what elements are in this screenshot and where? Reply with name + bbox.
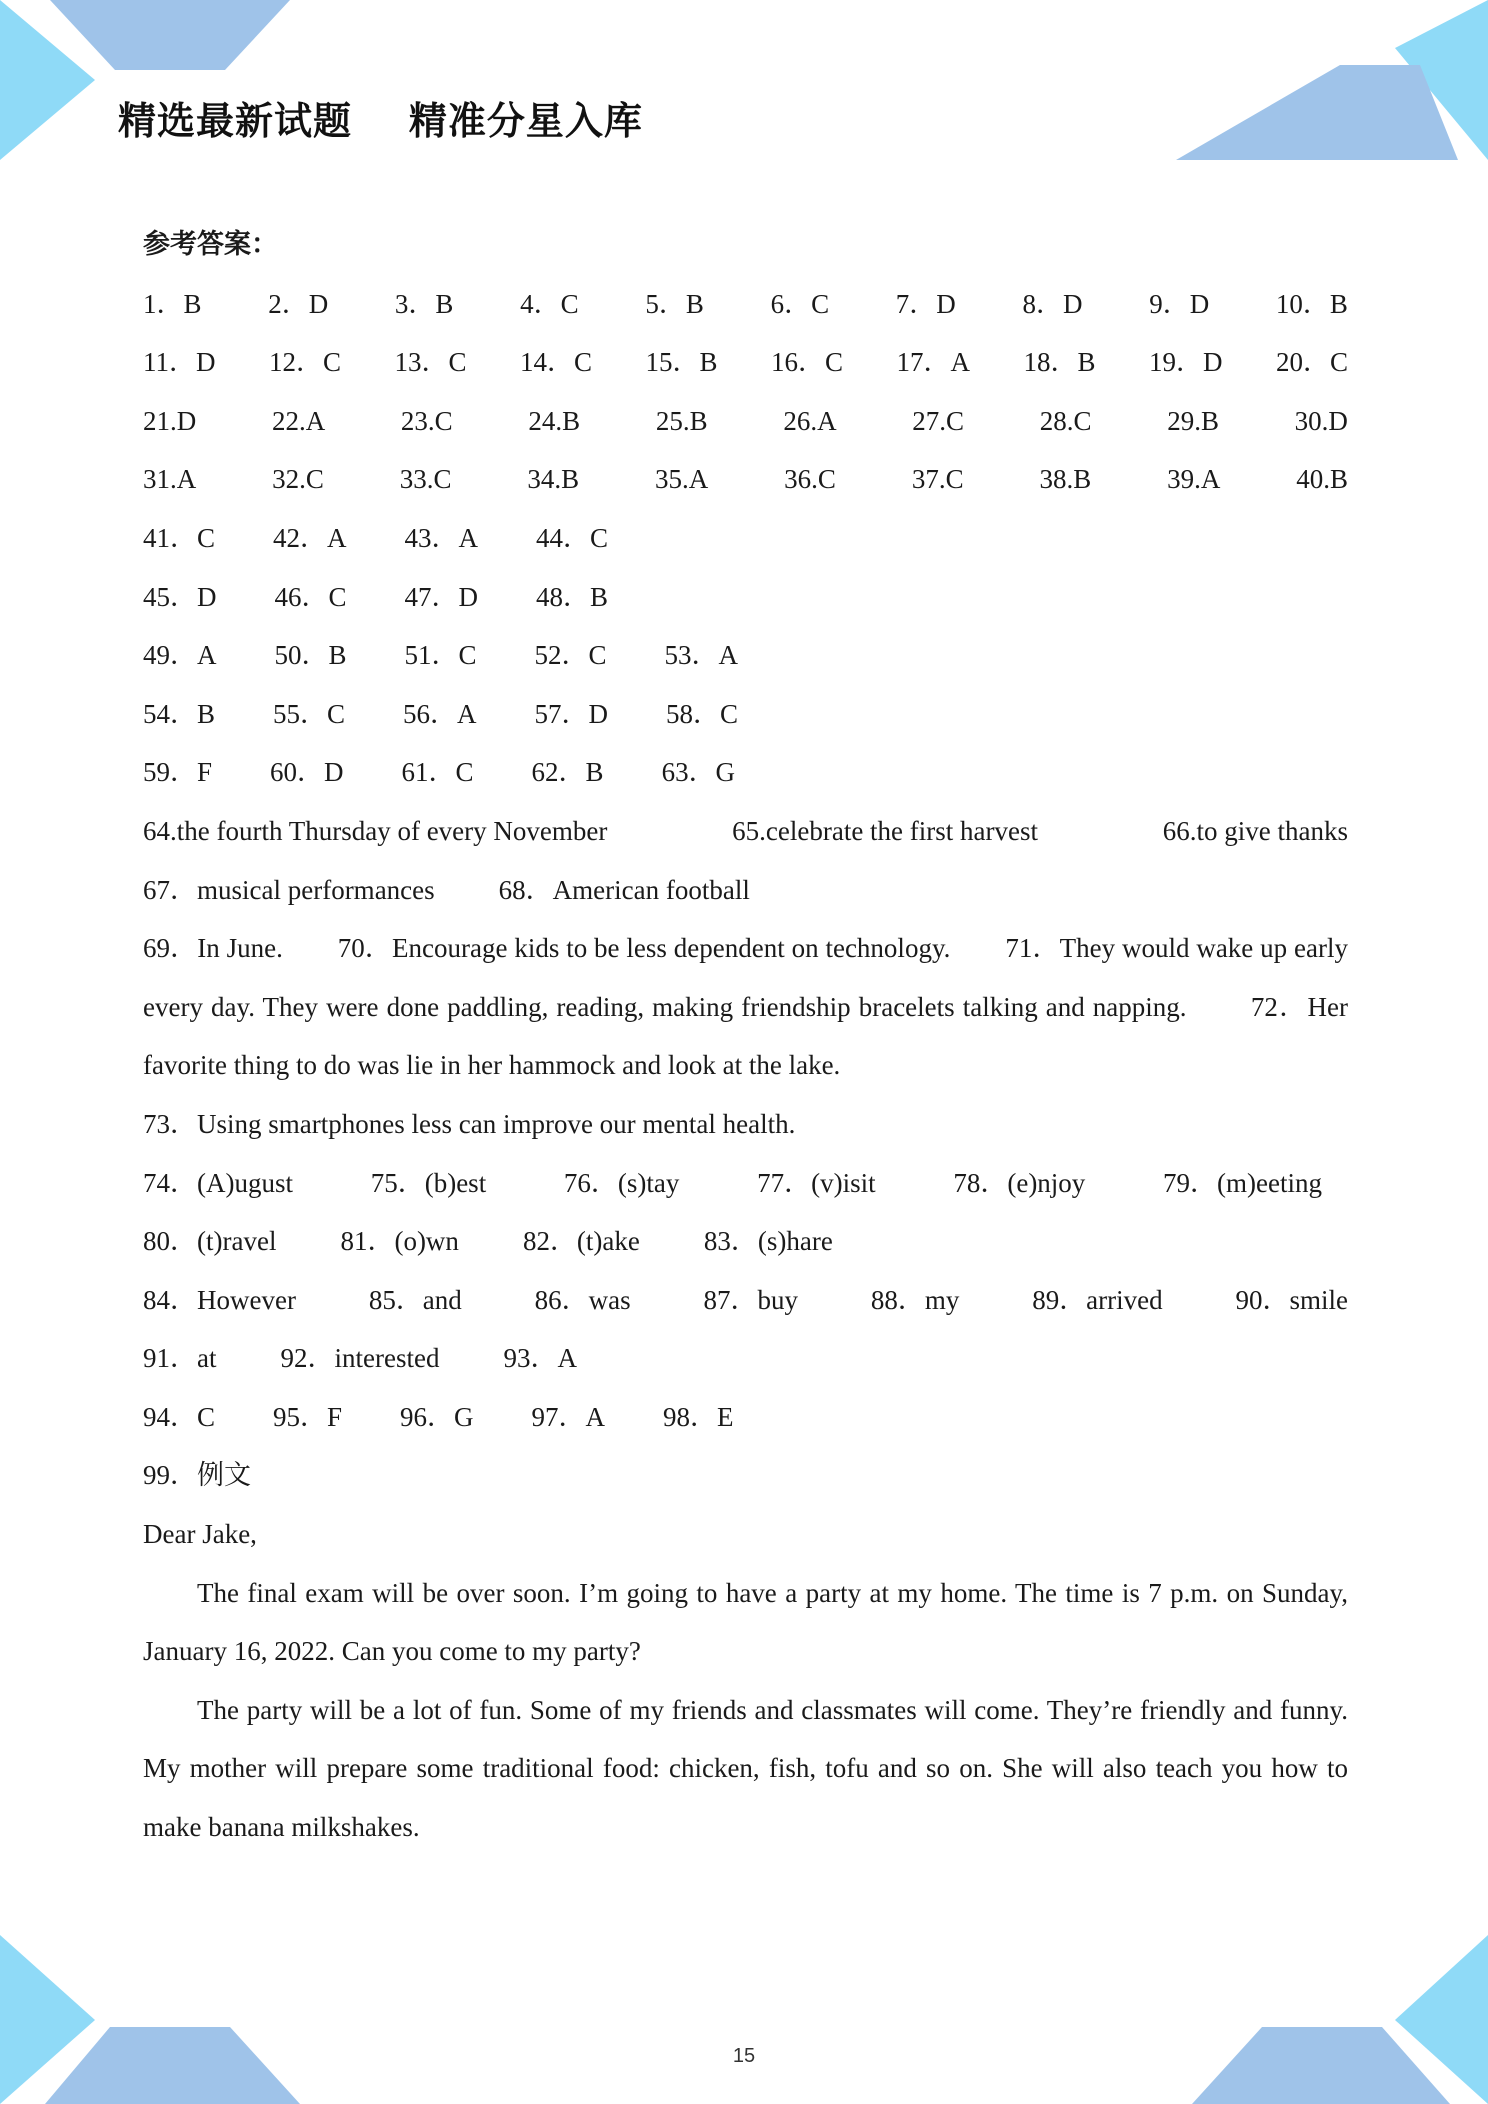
answer-item: 11．D xyxy=(143,347,216,378)
answer-row-8 xyxy=(143,685,1348,744)
answer-item: 2．D xyxy=(268,288,329,319)
top-right-trapezoid xyxy=(1176,65,1458,160)
answer-item: 7．D xyxy=(895,288,956,319)
answer-item: 23.C xyxy=(400,405,453,436)
answer-item: 6．C xyxy=(770,288,830,319)
answer-item: 47．D xyxy=(404,581,479,612)
page-number: 15 xyxy=(732,2045,756,2067)
answer-item: 66.to give thanks xyxy=(1162,815,1348,846)
answer-row-1 xyxy=(143,275,1348,334)
answer-item: 3．B xyxy=(394,288,454,319)
answer-item: 83．(s)hare xyxy=(703,1226,833,1257)
answer-item: 67．musical performances xyxy=(143,874,435,905)
answer-item: 34.B xyxy=(527,464,580,495)
answer-row-84 xyxy=(143,1271,1348,1330)
answer-item: 59．F xyxy=(143,757,213,788)
answer-item: 76．(s)tay xyxy=(563,1167,680,1198)
answer-item: 21.D xyxy=(143,405,197,436)
answer-item: 46．C xyxy=(274,581,347,612)
answer-item: 35.A xyxy=(655,464,709,495)
answer-item: 85．and xyxy=(368,1284,462,1315)
answer-item: 56．A xyxy=(403,698,477,729)
answer-item: 77．(v)isit xyxy=(757,1167,876,1198)
answer-item: 78．(e)njoy xyxy=(953,1167,1086,1198)
answer-item: 44．C xyxy=(536,522,609,553)
essay-paragraph-2: The party will be a lot of fun. Some of my friends and classmates will come. They’re friendly and funny. My mother will prepare some traditional food: chicken, fish, tofu and so on. She will also teach you how to make banana milkshakes. xyxy=(143,1694,1348,1843)
answer-item: 30.D xyxy=(1294,405,1348,436)
answer-item: 68．American football xyxy=(498,874,750,905)
essay-paragraph-1: The final exam will be over soon. I’m going to have a party at my home. The time is 7 p.m. on Sunday, January 16, 2022. Can you come to my party? xyxy=(143,1577,1348,1667)
answers-heading: 参考答案： xyxy=(143,229,278,260)
answer-item: 9．D xyxy=(1149,288,1210,319)
answer-item: 50．B xyxy=(274,640,347,671)
answer-content xyxy=(143,216,1355,1857)
answer-item: 10．B xyxy=(1275,288,1348,319)
answer-item: 64.the fourth Thursday of every November xyxy=(143,815,608,846)
answer-item: 75．(b)est xyxy=(370,1167,487,1198)
answer-item: 57．D xyxy=(534,698,609,729)
answer-item: 42．A xyxy=(273,522,347,553)
answer-item: 27.C xyxy=(912,405,965,436)
header-title: 精选最新试题 精准分星入库 xyxy=(118,99,643,143)
answer-item: 61．C xyxy=(401,757,474,788)
answer-row-9 xyxy=(143,743,1348,802)
answer-item: 63．G xyxy=(661,757,736,788)
answer-item: 40.B xyxy=(1296,464,1348,495)
answer-item: 96．G xyxy=(400,1401,474,1432)
answer-item: 12．C xyxy=(268,347,341,378)
answer-item: 55．C xyxy=(273,698,346,729)
answer-row-64 xyxy=(143,802,1348,861)
answer-row-7 xyxy=(143,626,1348,685)
answer-item: 98．E xyxy=(663,1401,734,1432)
answer-row-67 xyxy=(143,861,1348,920)
answer-item: 97．A xyxy=(531,1401,606,1432)
top-left-trapezoid xyxy=(50,0,290,70)
answer-row-73 xyxy=(143,1095,1348,1154)
answer-item: 74．(A)ugust xyxy=(143,1167,293,1198)
answer-item: 4．C xyxy=(520,288,579,319)
answer-item: 39.A xyxy=(1167,464,1221,495)
answer-item: 65.celebrate the first harvest xyxy=(732,815,1038,846)
answer-item: 19．D xyxy=(1148,347,1223,378)
answer-item: 17．A xyxy=(896,347,970,378)
answer-row-4 xyxy=(143,450,1348,509)
answer-item: 91．at xyxy=(143,1343,217,1374)
answer-item: 5．B xyxy=(645,288,704,319)
answer-item: 37.C xyxy=(911,464,964,495)
answer-item: 82．(t)ake xyxy=(522,1226,640,1257)
answer-row-3 xyxy=(143,392,1348,451)
answer-item: 25.B xyxy=(655,405,708,436)
answer-item: 81．(o)wn xyxy=(340,1226,459,1257)
answer-item: 48．B xyxy=(536,581,609,612)
answer-item: 95．F xyxy=(273,1401,343,1432)
answer-row-6 xyxy=(143,568,1348,627)
answer-item: 8．D xyxy=(1022,288,1083,319)
answer-item: 15．B xyxy=(645,347,718,378)
answer-item: 13．C xyxy=(394,347,467,378)
answer-item: 14．C xyxy=(519,347,592,378)
answer-item: 49．A xyxy=(143,640,217,671)
answer-row-74 xyxy=(143,1154,1348,1213)
answer-paragraph-69: 69．In June. 70．Encourage kids to be less dependent on technology. 71．They would wake up early every day. They were done paddling, reading, making friendship bracelets talking and napping. 72．Her favorite thing to do was lie in her hammock and look at the lake. xyxy=(143,933,1355,1081)
answer-item: 60．D xyxy=(270,757,344,788)
answer-item: 53．A xyxy=(664,640,739,671)
answer-item: 32.C xyxy=(272,464,324,495)
answer-item: 43．A xyxy=(404,522,479,553)
answer-item: 89．arrived xyxy=(1032,1284,1163,1315)
answer-row-91 xyxy=(143,1329,1348,1388)
answer-item: 80．(t)ravel xyxy=(143,1226,277,1257)
answer-item: 38.B xyxy=(1039,464,1092,495)
answer-item: 33.C xyxy=(399,464,452,495)
answer-item: 54．B xyxy=(143,698,216,729)
answer-item: 28.C xyxy=(1039,405,1092,436)
answer-item: 31.A xyxy=(143,464,197,495)
answer-item: 26.A xyxy=(783,405,837,436)
answer-item: 87．buy xyxy=(703,1284,798,1315)
answer-item: 90．smile xyxy=(1235,1284,1348,1315)
answer-item: 52．C xyxy=(534,640,607,671)
answer-item: 22.A xyxy=(271,405,326,436)
answer-item: 29.B xyxy=(1167,405,1219,436)
answer-item: 99．例文 xyxy=(143,1460,251,1491)
answer-item: 86．was xyxy=(534,1284,631,1315)
answer-item: 1．B xyxy=(143,288,202,319)
answer-item: 73．Using smartphones less can improve our mental health. xyxy=(143,1108,796,1139)
answer-item: 88．my xyxy=(870,1284,960,1315)
answer-item: 51．C xyxy=(404,640,477,671)
answer-item: 36.C xyxy=(784,464,836,495)
answer-item: 20．C xyxy=(1275,347,1348,378)
answer-item: 58．C xyxy=(666,698,739,729)
answer-item: 94．C xyxy=(143,1401,216,1432)
answer-item: 84．However xyxy=(143,1284,296,1315)
answer-row-2 xyxy=(143,333,1348,392)
answer-item: 93．A xyxy=(503,1343,577,1374)
answer-item: 79．(m)eeting xyxy=(1163,1167,1322,1198)
answer-row-80 xyxy=(143,1212,1348,1271)
answer-row-94 xyxy=(143,1388,1348,1447)
answer-item: 62．B xyxy=(531,757,604,788)
answer-item: 45．D xyxy=(143,581,217,612)
answer-item: 41．C xyxy=(143,522,216,553)
essay-salutation: Dear Jake, xyxy=(143,1519,257,1550)
answer-row-99 xyxy=(143,1446,1348,1505)
answer-row-5 xyxy=(143,509,1348,568)
answer-item: 18．B xyxy=(1023,347,1096,378)
answer-item: 16．C xyxy=(770,347,843,378)
answer-item: 24.B xyxy=(528,405,581,436)
answer-item: 92．interested xyxy=(280,1343,440,1374)
